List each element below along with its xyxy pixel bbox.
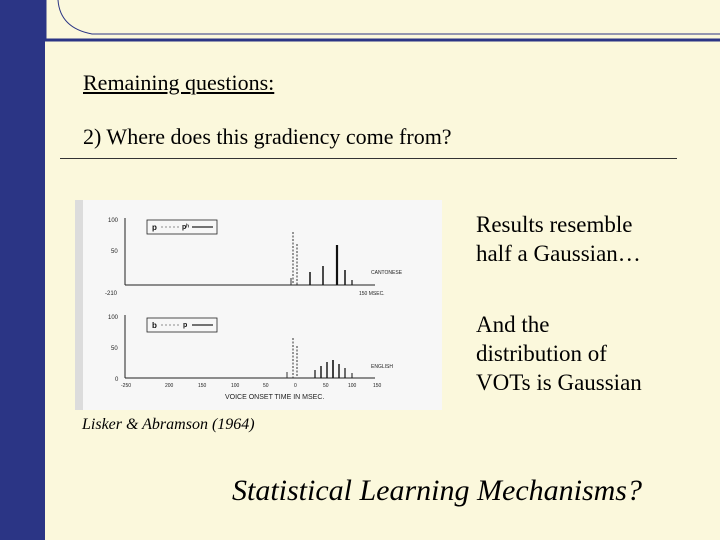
vot-figure (75, 200, 442, 410)
top-xtick: -210 (105, 291, 118, 297)
figure-axis-title: VOICE ONSET TIME IN MSEC. (225, 394, 325, 401)
top-ytick: 100 (108, 218, 119, 224)
bottom-ytick: 100 (108, 315, 119, 321)
slide-decoration (0, 0, 720, 60)
bottom-xtick: 100 (231, 383, 240, 389)
bottom-panel (108, 315, 393, 401)
bottom-xtick: 100 (348, 383, 357, 389)
note-gaussian-half (476, 210, 641, 268)
bottom-legend-right: p (183, 322, 188, 329)
note-line: VOTs is Gaussian (476, 370, 642, 395)
bottom-language-label: ENGLISH (371, 364, 393, 370)
question-text: 2) Where does this gradiency come from? (83, 124, 452, 149)
bottom-xtick: -250 (121, 383, 132, 389)
divider-line (60, 158, 677, 159)
top-xtick: 150 MSEC. (359, 291, 385, 297)
bottom-xtick: 50 (263, 383, 269, 389)
slide-side-bar (0, 0, 45, 540)
note-line: half a Gaussian… (476, 241, 641, 266)
bottom-xtick: 150 (373, 383, 382, 389)
top-legend-right: pʰ (182, 224, 189, 231)
bottom-ytick: 0 (115, 377, 119, 383)
bottom-ytick: 50 (111, 346, 118, 352)
conclusion-text: Statistical Learning Mechanisms? (232, 474, 642, 507)
note-vot-distribution (476, 310, 642, 397)
top-legend-left: p (152, 223, 157, 232)
figure-citation: Lisker & Abramson (1964) (82, 416, 255, 433)
note-line: And the (476, 312, 550, 337)
bottom-legend-left: b (152, 321, 157, 330)
top-ytick: 50 (111, 249, 118, 255)
bottom-xtick: 0 (294, 383, 297, 389)
top-language-label: CANTONESE (371, 270, 403, 276)
top-panel (105, 218, 403, 297)
bottom-xtick: 50 (323, 383, 329, 389)
note-line: distribution of (476, 341, 607, 366)
bottom-xtick: 150 (198, 383, 207, 389)
note-line: Results resemble (476, 212, 633, 237)
slide-heading: Remaining questions: (83, 70, 275, 95)
bottom-xtick: 200 (165, 383, 174, 389)
